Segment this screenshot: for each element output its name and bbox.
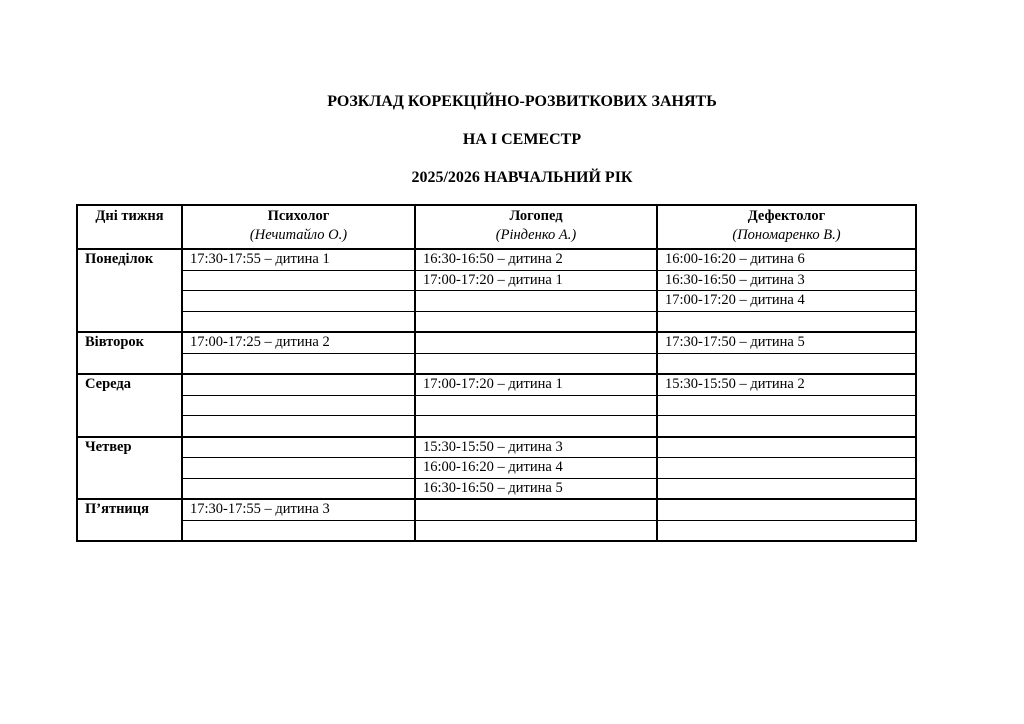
schedule-cell: [657, 520, 916, 541]
header-speech-therapist: [415, 205, 657, 249]
header-psychologist-person: (Нечитайло О.): [249, 227, 348, 243]
day-name-cell: Четвер: [77, 437, 182, 500]
schedule-cell: [657, 499, 916, 520]
schedule-cell: [182, 416, 415, 437]
schedule-cell: [415, 416, 657, 437]
schedule-cell: [182, 374, 415, 395]
schedule-cell: [415, 353, 657, 374]
table-row: [77, 249, 916, 270]
table-row: [77, 270, 916, 291]
table-row: [77, 395, 916, 416]
schedule-cell: [182, 478, 415, 499]
schedule-cell: [657, 458, 916, 479]
schedule-cell: 16:30-16:50 – дитина 3: [657, 270, 916, 291]
schedule-cell: [415, 332, 657, 353]
table-row: [77, 458, 916, 479]
schedule-cell: 17:00-17:20 – дитина 4: [657, 291, 916, 312]
schedule-cell: [182, 311, 415, 332]
table-row: [77, 416, 916, 437]
schedule-table: [76, 204, 917, 542]
schedule-cell: [415, 499, 657, 520]
header-defectologist-title: Дефектолог: [747, 208, 826, 224]
day-name-cell: П’ятниця: [77, 499, 182, 541]
table-row: [77, 291, 916, 312]
schedule-cell: [415, 395, 657, 416]
schedule-cell: 16:00-16:20 – дитина 6: [657, 249, 916, 270]
schedule-cell: 17:00-17:20 – дитина 1: [415, 270, 657, 291]
schedule-cell: [182, 520, 415, 541]
schedule-cell: [182, 395, 415, 416]
table-row: [77, 478, 916, 499]
schedule-cell: 17:30-17:50 – дитина 5: [657, 332, 916, 353]
schedule-cell: 15:30-15:50 – дитина 2: [657, 374, 916, 395]
schedule-cell: 16:00-16:20 – дитина 4: [415, 458, 657, 479]
schedule-cell: 17:30-17:55 – дитина 1: [182, 249, 415, 270]
schedule-cell: [182, 458, 415, 479]
schedule-cell: [182, 353, 415, 374]
schedule-cell: [657, 311, 916, 332]
header-defectologist: [657, 205, 916, 249]
schedule-cell: 17:00-17:20 – дитина 1: [415, 374, 657, 395]
schedule-cell: [182, 437, 415, 458]
table-row: [77, 499, 916, 520]
schedule-cell: 16:30-16:50 – дитина 5: [415, 478, 657, 499]
header-defectologist-person: (Пономаренко В.): [732, 227, 841, 243]
schedule-cell: [657, 437, 916, 458]
table-row: [77, 353, 916, 374]
table-row: [77, 437, 916, 458]
document-subtitle-semester: НА І СЕМЕСТР: [462, 131, 582, 148]
schedule-cell: 17:00-17:25 – дитина 2: [182, 332, 415, 353]
schedule-cell: [415, 311, 657, 332]
schedule-cell: [182, 270, 415, 291]
table-row: [77, 374, 916, 395]
header-psychologist-title: Психолог: [267, 208, 330, 224]
schedule-cell: [415, 291, 657, 312]
day-name-cell: Вівторок: [77, 332, 182, 374]
schedule-cell: 15:30-15:50 – дитина 3: [415, 437, 657, 458]
schedule-cell: [182, 291, 415, 312]
header-row: [77, 205, 916, 249]
header-speech-therapist-title: Логопед: [509, 208, 563, 224]
schedule-cell: [657, 478, 916, 499]
document-subtitle-year: 2025/2026 НАВЧАЛЬНИЙ РІК: [411, 169, 633, 186]
table-row: [77, 311, 916, 332]
schedule-cell: [415, 520, 657, 541]
header-psychologist: [182, 205, 415, 249]
day-name-cell: Середа: [77, 374, 182, 437]
header-speech-therapist-person: (Рінденко А.): [495, 227, 577, 243]
header-days: Дні тижня: [77, 205, 182, 249]
day-name-cell: Понеділок: [77, 249, 182, 332]
table-row: [77, 520, 916, 541]
schedule-cell: [657, 395, 916, 416]
table-row: [77, 332, 916, 353]
schedule-cell: 16:30-16:50 – дитина 2: [415, 249, 657, 270]
schedule-cell: [657, 416, 916, 437]
schedule-cell: [657, 353, 916, 374]
document-title: РОЗКЛАД КОРЕКЦІЙНО-РОЗВИТКОВИХ ЗАНЯТЬ: [327, 93, 717, 110]
schedule-cell: 17:30-17:55 – дитина 3: [182, 499, 415, 520]
